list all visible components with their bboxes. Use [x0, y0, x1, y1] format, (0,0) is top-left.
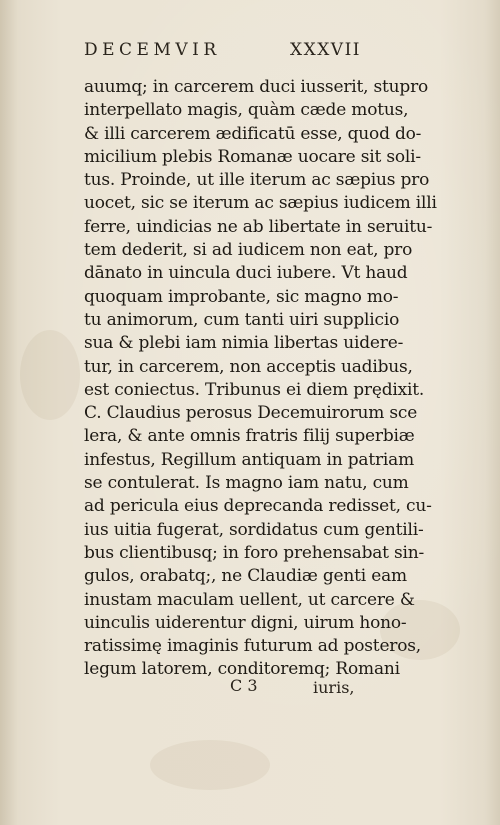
text-line: quoquam improbante, sic magno mo- — [84, 286, 399, 307]
text-line: dānato in uincula duci iubere. Vt haud — [84, 263, 408, 284]
page-header — [0, 38, 500, 68]
paper-stain — [20, 330, 80, 420]
text-line: inustam maculam uellent, ut carcere & — [84, 589, 415, 610]
text-line: ratissimę imaginis futurum ad posteros, — [84, 636, 421, 657]
text-line: ad pericula eius deprecanda redisset, cu- — [84, 496, 432, 517]
text-line: tus. Proinde, ut ille iterum ac sæpius pro — [84, 170, 430, 191]
text-line: auumq; in carcerem duci iusserit, stupro — [84, 77, 429, 97]
text-line: & illi carcerem ædificatū esse, quod do- — [84, 123, 422, 144]
text-line: uocet, sic se iterum ac sæpius iudicem illi — [84, 193, 437, 214]
text-line: est coniectus. Tribunus ei diem prędixit. — [84, 379, 425, 400]
text-line: tu animorum, cum tanti uiri supplicio — [84, 309, 400, 330]
text-line: se contulerat. Is magno iam natu, cum — [84, 473, 409, 494]
catchword: iuris, — [313, 678, 355, 697]
text-line: sua & plebi iam nimia libertas uidere- — [84, 333, 404, 354]
text-line: interpellato magis, quàm cæde motus, — [84, 100, 409, 121]
text-line: tur, in carcerem, non acceptis uadibus, — [84, 356, 413, 377]
text-line: lera, & ante omnis fratris filij superbiæ — [84, 426, 415, 447]
text-line: gulos, orabatq;, ne Claudiæ genti eam — [84, 566, 407, 587]
signature-mark: C 3 — [230, 676, 258, 695]
body-text — [84, 76, 437, 682]
text-line: ferre, uindicias ne ab libertate in seruitu- — [84, 216, 433, 237]
text-line: legum latorem, conditoremq; Romani — [84, 659, 400, 680]
text-line: micilium plebis Romanæ uocare sit soli- — [84, 146, 421, 167]
folio-number: XXXVII — [290, 40, 362, 60]
text-line: tem dederit, si ad iudicem non eat, pro — [84, 240, 413, 261]
text-line: infestus, Regillum antiquam in patriam — [84, 449, 415, 470]
text-line: C. Claudius perosus Decemuirorum sce — [84, 403, 418, 424]
page-footer — [0, 676, 500, 700]
paper-stain — [150, 740, 270, 790]
text-line: uinculis uiderentur digni, uirum hono- — [84, 612, 407, 633]
text-line: ius uitia fugerat, sordidatus cum gentili- — [84, 519, 424, 540]
running-title: DECEMVIR — [84, 40, 221, 60]
text-line: bus clientibusq; in foro prehensabat sin- — [84, 542, 425, 563]
